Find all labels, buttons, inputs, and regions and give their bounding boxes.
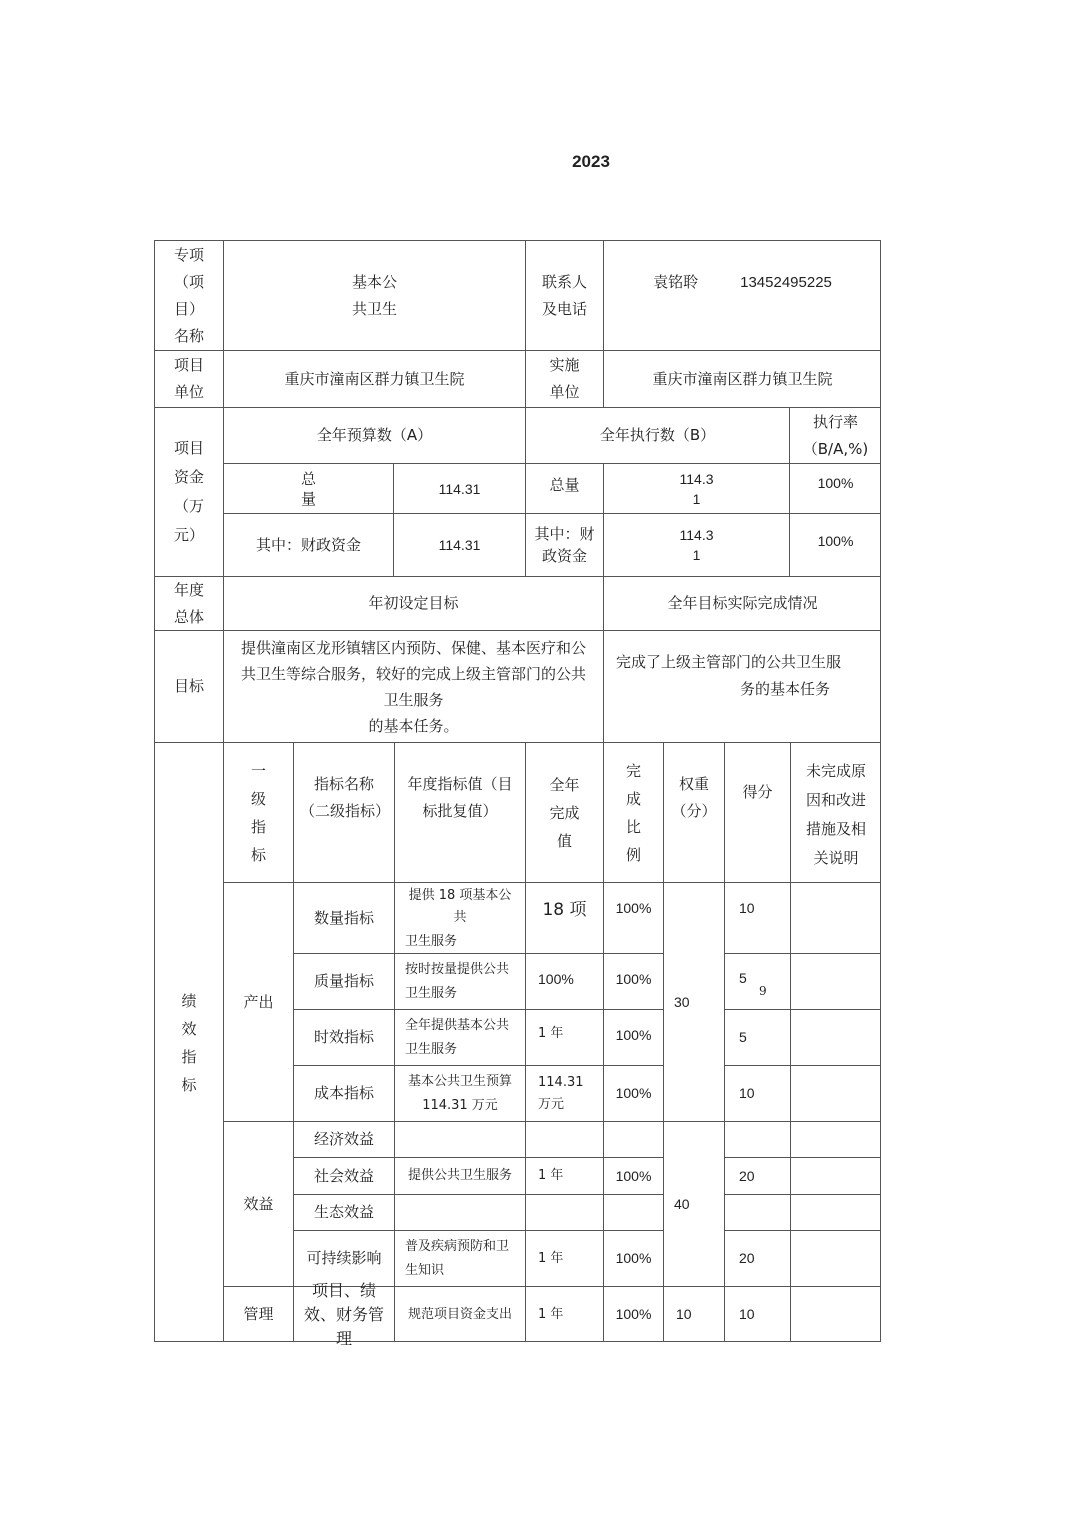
impl-unit: 重庆市潼南区群力镇卫生院 — [603, 350, 881, 407]
ratio-header: 完成比例 — [603, 742, 663, 882]
initial-goal — [223, 630, 603, 742]
contact-info — [603, 240, 881, 350]
score-header: 得分 — [724, 742, 790, 882]
indicator-score: 10 — [724, 1065, 790, 1121]
impl-unit-label: 实施单位 — [525, 350, 603, 407]
benefit-label: 效益 — [223, 1121, 293, 1286]
indicator-reason — [790, 1121, 881, 1157]
project-name-label: 专项（项目）名称 — [154, 240, 223, 350]
management-reason — [790, 1286, 881, 1342]
indicator-reason — [790, 1194, 881, 1230]
document-year: 2023 — [572, 152, 610, 171]
fiscal-executed-label: 其中：财政资金 — [525, 513, 603, 576]
indicator-actual — [525, 1121, 603, 1157]
indicator-ratio: 100% — [603, 882, 663, 953]
performance-label: 绩效指标 — [154, 742, 223, 1342]
fiscal-budget: 114.31 — [393, 513, 525, 576]
indicator-target: 全年提供基本公共卫生服务 — [394, 1009, 525, 1065]
indicator-target-text-2: 卫生服务 — [405, 934, 458, 949]
indicator-name: 生态效益 — [293, 1194, 394, 1230]
indicator-ratio: 100% — [603, 1009, 663, 1065]
indicator-reason — [790, 953, 881, 1009]
fiscal-rate: 100% — [789, 513, 881, 576]
indicator-actual: 1 年 — [525, 1230, 603, 1286]
indicator-reason — [790, 1009, 881, 1065]
indicator-score: 20 — [724, 1230, 790, 1286]
total-rate: 100% — [789, 463, 881, 513]
annual-value-header: 年度指标值（目标批复值） — [394, 742, 525, 882]
indicator-target-text: 提供 18 项基本公共 — [408, 888, 512, 925]
management-label: 管理 — [223, 1286, 293, 1342]
indicator-reason — [790, 1230, 881, 1286]
indicator-name: 成本指标 — [293, 1065, 394, 1121]
indicator-score: 20 — [724, 1157, 790, 1194]
rate-header: 执行率（B/A,%) — [789, 407, 881, 463]
performance-table — [154, 240, 881, 1348]
indicator-target — [394, 1121, 525, 1157]
indicator-reason — [790, 1065, 881, 1121]
indicator-target — [394, 1065, 525, 1121]
indicator-actual: 114.31万元 — [525, 1065, 603, 1121]
fiscal-executed: 114.31 — [603, 513, 789, 576]
contact-label: 联系人及电话 — [525, 240, 603, 350]
funds-label: 项目资金（万元） — [154, 407, 223, 576]
initial-goal-text-end: 的基本任务。 — [368, 716, 459, 735]
indicator-target: 提供公共卫生服务 — [394, 1157, 525, 1194]
indicator-ratio — [603, 1121, 663, 1157]
indicator-target: 普及疾病预防和卫生知识 — [394, 1230, 525, 1286]
fiscal-label: 其中：财政资金 — [223, 513, 393, 576]
weight-header: 权重（分） — [663, 742, 724, 882]
management-weight: 10 — [663, 1286, 724, 1342]
contact-phone: 13452495225 — [740, 274, 832, 291]
indicator-score — [724, 1121, 790, 1157]
actual-goal-text: 完成了上级主管部门的公共卫生服 — [616, 653, 842, 671]
indicator-actual: 1 年 — [525, 1009, 603, 1065]
indicator-ratio: 100% — [603, 1065, 663, 1121]
actual-goal-text-end: 务的基本任务 — [740, 680, 831, 698]
indicator-score: 5 — [739, 970, 747, 986]
indicator-name: 社会效益 — [293, 1157, 394, 1194]
management-name: 项目、绩效、财务管理 — [293, 1286, 394, 1342]
indicator-ratio — [603, 1194, 663, 1230]
reason-header: 未完成原因和改进措施及相关说明 — [790, 742, 881, 882]
actual-goal — [603, 630, 881, 742]
initial-goal-text: 提供潼南区龙形镇辖区内预防、保健、基本医疗和公共卫生等综合服务，较好的完成上级主管部门的公共卫生服务 — [240, 638, 586, 709]
indicator-score: 10 — [724, 882, 790, 953]
budget-header: 全年预算数（A） — [223, 407, 525, 463]
indicator-name: 经济效益 — [293, 1121, 394, 1157]
annual-label: 年度总体 — [154, 576, 223, 630]
target-label: 目标 — [154, 630, 223, 742]
initial-header: 年初设定目标 — [223, 576, 603, 630]
total-executed-label: 总量 — [525, 463, 603, 513]
management-actual: 1 年 — [525, 1286, 603, 1342]
indicator-name: 可持续影响 — [293, 1230, 394, 1286]
level1-header: 一级指标 — [223, 742, 293, 882]
project-unit: 重庆市潼南区群力镇卫生院 — [223, 350, 525, 407]
indicator-actual: 1 年 — [525, 1157, 603, 1194]
output-label: 产出 — [223, 882, 293, 1121]
management-target: 规范项目资金支出 — [394, 1286, 525, 1342]
indicator-name: 质量指标 — [293, 953, 394, 1009]
indicator-target-text-2: 114.31 万元 — [422, 1097, 498, 1113]
management-score: 10 — [724, 1286, 790, 1342]
indicator-name: 数量指标 — [293, 882, 394, 953]
indicator-actual: 100% — [525, 953, 603, 1009]
indicator-target-text: 基本公共卫生预算 — [407, 1073, 512, 1089]
contact-person: 袁铭聆 — [653, 273, 699, 291]
name-header: 指标名称（二级指标） — [293, 742, 394, 882]
actual-header: 全年目标实际完成情况 — [603, 576, 881, 630]
indicator-actual: 18 项 — [525, 882, 603, 953]
indicator-score-cell — [724, 953, 790, 1009]
output-weight: 30 — [663, 882, 724, 1121]
benefit-weight: 40 — [663, 1121, 724, 1286]
total-executed: 114.31 — [603, 463, 789, 513]
management-ratio: 100% — [603, 1286, 663, 1342]
indicator-reason — [790, 882, 881, 953]
indicator-actual — [525, 1194, 603, 1230]
project-name: 基本公共卫生 — [223, 240, 525, 350]
indicator-reason — [790, 1157, 881, 1194]
indicator-score — [724, 1194, 790, 1230]
indicator-score: 5 — [724, 1009, 790, 1065]
project-unit-label: 项目单位 — [154, 350, 223, 407]
total-budget: 114.31 — [393, 463, 525, 513]
indicator-ratio: 100% — [603, 1230, 663, 1286]
indicator-target — [394, 882, 525, 953]
total-label: 总量 — [223, 463, 393, 513]
indicator-ratio: 100% — [603, 953, 663, 1009]
indicator-name: 时效指标 — [293, 1009, 394, 1065]
indicator-target — [394, 1194, 525, 1230]
actual-value-header: 全年完成值 — [525, 742, 603, 882]
executed-header: 全年执行数（B） — [525, 407, 789, 463]
score-mark: 9 — [759, 984, 767, 998]
indicator-target: 按时按量提供公共卫生服务 — [394, 953, 525, 1009]
indicator-ratio: 100% — [603, 1157, 663, 1194]
